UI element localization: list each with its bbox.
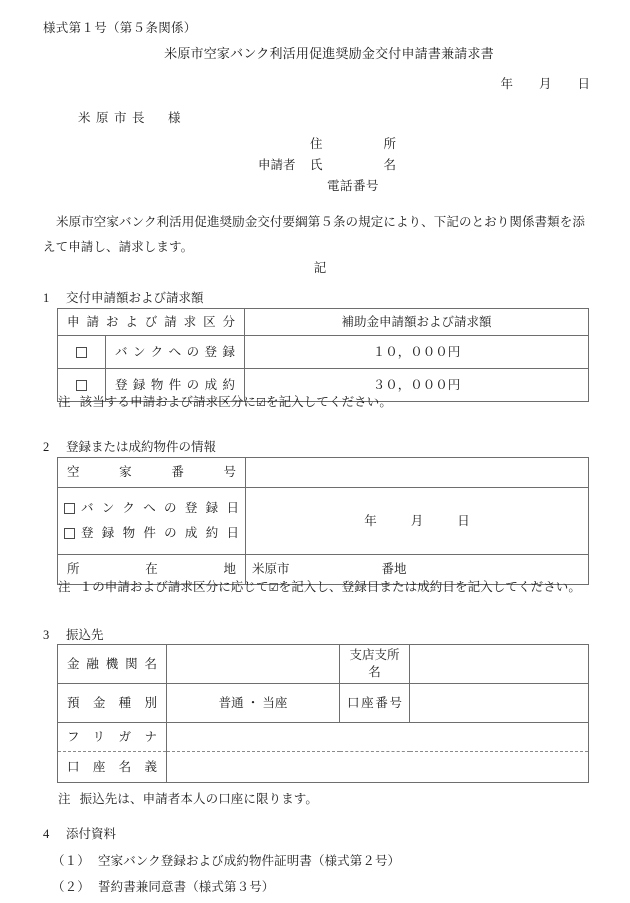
location-label: 所在地 [58,555,246,585]
akiya-number-value[interactable] [246,458,589,488]
applicant-phone-label: 電話番号 [326,179,379,193]
section1-number: 1 [43,291,50,305]
bank-name-label: 金融機関名 [58,645,167,684]
date-year-label: 年 [364,513,377,528]
form-number: 様式第１号（第５条関係） [43,21,197,35]
attachment-item-1 [52,851,400,869]
intro-paragraph: 米原市空家バンク利活用促進奨励金交付要綱第５条の規定により、下記のとおり関係書類を添えて申請し、請求します。 [43,215,585,254]
section3-heading [43,625,104,643]
checked-checkbox-icon: ☑ [268,581,279,594]
furigana-value[interactable] [167,723,589,752]
branch-name-value[interactable] [410,645,589,684]
section3-number: 3 [43,628,50,642]
table-row [58,723,589,752]
section2-number: 2 [43,440,50,454]
section1-table [57,308,589,402]
branch-name-label: 支店支所名 [340,645,410,684]
account-number-value[interactable] [410,684,589,723]
section2-heading [43,437,216,455]
checked-checkbox-icon: ☑ [256,396,266,409]
applicant-block [258,134,458,197]
date-year-label: 年 [500,77,513,91]
checkbox-registration-date-row[interactable] [64,496,239,521]
applicant-name-label: 氏 名 [310,158,396,172]
note-text: 振込先は、申請者本人の口座に限ります。 [79,792,319,806]
note-label: 注 [58,580,71,594]
date-day-label: 日 [577,77,590,91]
date-entry-cell[interactable] [246,488,589,555]
contract-date-label: 登録物件の成約日 [81,526,239,541]
checkbox-contract-date-row[interactable] [64,521,239,546]
table-row [58,336,589,369]
section2-title: 登録または成約物件の情報 [66,440,217,454]
checkbox-icon[interactable] [76,347,87,358]
ki-marker: 記 [313,261,327,275]
section1-col-header-right: 補助金申請額および請求額 [245,309,589,336]
akiya-number-label: 空家番号 [58,458,246,488]
deposit-type-value[interactable]: 普通 ・ 当座 [167,684,340,723]
date-day-label: 日 [457,513,470,528]
section1-note [58,392,392,410]
section2-note [58,577,581,595]
table-row [58,645,589,684]
addressee: 米原市長 様 [78,111,187,125]
attachment-index: （２） [52,880,90,894]
checkbox-icon[interactable] [64,528,75,539]
section4-heading [43,824,116,842]
table-row [58,309,589,336]
section1-heading [43,288,204,306]
registration-date-label: バンクへの登録日 [81,501,239,516]
note-text-after: を記入してください。 [265,395,392,409]
attachment-text: 誓約書兼同意書（様式第３号） [98,880,275,894]
furigana-label: フリガナ [58,723,167,752]
section3-note [58,789,318,807]
note-label: 注 [58,395,71,409]
registration-date-labels [58,488,246,555]
checkbox-icon[interactable] [76,380,87,391]
section1-title: 交付申請額および請求額 [66,291,204,305]
applicant-name-row [258,155,458,176]
section1-row1-label: バンクへの登録 [106,336,245,369]
applicant-label: 申請者 [258,158,296,172]
attachment-index: （１） [52,854,90,868]
date-line [500,74,590,92]
table-row [58,458,589,488]
applicant-address-row [258,134,458,155]
note-label: 注 [58,792,71,806]
bank-name-value[interactable] [167,645,340,684]
section4-title: 添付資料 [66,827,117,841]
account-holder-label: 口座名義 [58,752,167,783]
account-holder-value[interactable] [167,752,589,783]
date-month-label: 月 [410,513,424,528]
section1-col-header-left: 申請および請求区分 [58,309,245,336]
checkbox-icon[interactable] [64,503,75,514]
location-banchi-label: 番地 [381,562,407,577]
section1-row1-amount: １０，０００円 [245,336,589,369]
location-city: 米原市 [252,562,290,577]
attachment-item-2 [52,877,274,895]
account-number-label: 口座番号 [340,684,410,723]
attachment-text: 空家バンク登録および成約物件証明書（様式第２号） [98,854,401,868]
section1-row2-label: 登録物件の成約 [106,369,245,402]
table-row [58,684,589,723]
checkbox-bank-registration[interactable] [58,336,106,369]
deposit-type-label: 預金種別 [58,684,167,723]
note-text-after: を記入し、登録日または成約日を記入してください。 [278,580,581,594]
section1-row2-amount: ３０，０００円 [245,369,589,402]
table-row [58,752,589,783]
note-text-before: 該当する申請および請求区分に [79,395,257,409]
section2-table [57,457,589,585]
applicant-address-label: 住 所 [310,137,396,151]
table-row [58,488,589,555]
section4-number: 4 [43,827,50,841]
applicant-phone-row [258,176,458,197]
section3-title: 振込先 [66,628,104,642]
section3-table [57,644,589,783]
document-title: 米原市空家バンク利活用促進奨励金交付申請書兼請求書 [164,46,494,61]
date-month-label: 月 [538,77,552,91]
note-text-before: １の申請および請求区分に応じて [79,580,269,594]
